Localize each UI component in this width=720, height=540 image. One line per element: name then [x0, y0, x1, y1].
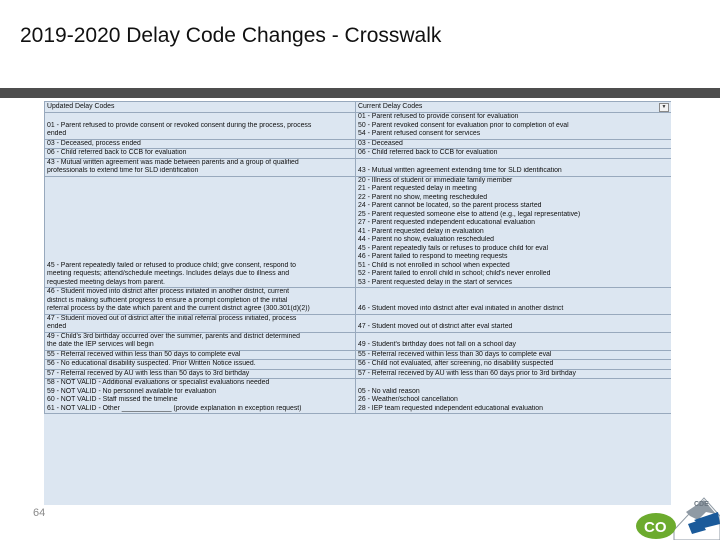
code-line: 43 - Mutual written agreement extending time for SLD identification — [358, 167, 562, 174]
updated-code-cell — [45, 314, 356, 332]
code-line: 54 - Parent refused consent for services — [358, 130, 481, 137]
code-line: 47 - Student moved out of district after the initial referral process initiated, process — [47, 314, 297, 322]
code-line: 53 - Parent requested delay in the start of services — [358, 278, 512, 286]
table-row — [45, 139, 672, 149]
code-line: ended — [47, 130, 67, 137]
code-line: 01 - Parent refused to provide consent or revoked consent during the process, process — [47, 121, 312, 129]
code-line: 55 - Referral received within less than 30 days to complete eval — [358, 350, 552, 358]
code-line: ended — [47, 323, 67, 330]
code-line: 61 - NOT VALID - Other _____________ (provide explanation in exception request) — [47, 404, 302, 412]
table-row — [45, 113, 672, 140]
updated-code-cell — [45, 288, 356, 315]
table-row — [45, 176, 672, 288]
code-line: requested meeting delays from parent. — [47, 278, 165, 286]
page-number: 64 — [33, 507, 46, 519]
code-line: 47 - Student moved out of district after eval started — [358, 323, 513, 330]
column-header-updated: Updated Delay Codes — [45, 102, 356, 113]
logo-cde-text: CDE — [694, 501, 709, 508]
cde-co-logo — [634, 490, 720, 540]
code-line: 06 - Child referred back to CCB for evaluation — [47, 149, 187, 156]
updated-code-cell — [45, 139, 356, 149]
current-code-cell — [356, 350, 672, 360]
filter-dropdown-icon[interactable]: ▼ — [659, 103, 669, 112]
code-line: 26 - Weather/school cancellation — [358, 396, 458, 403]
updated-code-cell — [45, 176, 356, 288]
code-line: 05 - No valid reason — [358, 387, 420, 395]
title-divider-bar — [0, 88, 720, 98]
current-code-cell — [356, 369, 672, 379]
code-line: 46 - Student moved into district after eval initiated in another district — [358, 305, 564, 312]
code-line: 50 - Parent revoked consent for evaluation prior to completion of eval — [358, 121, 569, 129]
code-line: 49 - Student's birthday does not fall on a school day — [358, 341, 516, 348]
code-line: 20 - Illness of student or immediate family member — [358, 176, 513, 184]
updated-code-cell — [45, 350, 356, 360]
table-header-row — [45, 102, 672, 113]
table-row — [45, 314, 672, 332]
code-line: 55 - Referral received within less than 50 days to complete eval — [47, 350, 241, 358]
code-line: 46 - Student moved into district after process initiated in another district, current — [47, 288, 290, 295]
column-header-current-label: Current Delay Codes — [358, 102, 423, 110]
column-header-current — [356, 102, 672, 113]
updated-code-cell — [45, 379, 356, 414]
current-code-cell — [356, 139, 672, 149]
code-line: 57 - Referral received by AU with less than 50 days to 3rd birthday — [47, 369, 250, 377]
code-line: district is making sufficient progress to ensure a prompt completion of the initial — [47, 296, 288, 304]
code-line: 01 - Parent refused to provide consent for evaluation — [358, 113, 519, 120]
code-line: meeting requests; attend/schedule meetings. Includes delays due to illness and — [47, 270, 290, 277]
current-code-cell — [356, 360, 672, 370]
updated-code-cell — [45, 369, 356, 379]
cde-logo-mark — [636, 498, 720, 540]
updated-code-cell — [45, 360, 356, 370]
current-code-cell — [356, 158, 672, 176]
table-row — [45, 149, 672, 159]
current-code-cell — [356, 113, 672, 140]
code-line: the date the IEP services will begin — [47, 341, 154, 348]
current-code-cell — [356, 176, 672, 288]
table-row — [45, 360, 672, 370]
table-body — [45, 113, 672, 414]
code-line: 59 - NOT VALID - No personnel available for evaluation — [47, 387, 217, 395]
code-line: 44 - Parent no show, evaluation rescheduled — [358, 236, 494, 243]
code-line: 03 - Deceased — [358, 139, 403, 147]
code-line: 58 - NOT VALID - Additional evaluations or specialist evaluations needed — [47, 379, 270, 386]
code-line: 28 - IEP team requested independent educational evaluation — [358, 404, 543, 412]
code-line: 56 - No educational disability suspected. Prior Written Notice issued. — [47, 360, 256, 367]
code-line: referral process by the date which parent and the current district agree (300.301(d)(2)) — [47, 305, 310, 312]
table-row — [45, 350, 672, 360]
code-line: 57 - Referral received by AU with less than 60 days prior to 3rd birthday — [358, 369, 576, 377]
current-code-cell — [356, 332, 672, 350]
code-line: professionals to extend time for SLD identification — [47, 167, 199, 174]
updated-code-cell — [45, 149, 356, 159]
updated-code-cell — [45, 158, 356, 176]
current-code-cell — [356, 288, 672, 315]
code-line: 49 - Child's 3rd birthday occurred over the summer, parents and district determined — [47, 332, 300, 340]
crosswalk-spreadsheet — [44, 101, 671, 505]
code-line: 51 - Child is not enrolled in school when expected — [358, 261, 510, 269]
code-line: 25 - Parent requested someone else to attend (e.g., legal representative) — [358, 210, 581, 218]
updated-code-cell — [45, 113, 356, 140]
code-line: 21 - Parent requested delay in meeting — [358, 185, 477, 192]
code-line: 45 - Parent repeatedly failed or refused to produce child; give consent, respond to — [47, 261, 296, 269]
code-line: 46 - Parent failed to respond to meeting requests — [358, 253, 508, 260]
crosswalk-table — [44, 101, 671, 414]
code-line: 56 - Child not evaluated, after screening, no disability suspected — [358, 360, 554, 367]
current-code-cell — [356, 149, 672, 159]
code-line: 41 - Parent requested delay in evaluation — [358, 227, 484, 235]
code-line: 43 - Mutual written agreement was made between parents and a group of qualified — [47, 158, 299, 166]
code-line: 45 - Parent repeatedly fails or refuses to produce child for eval — [358, 244, 548, 252]
code-line: 27 - Parent requested independent educational evaluation — [358, 219, 535, 226]
table-row — [45, 332, 672, 350]
table-row — [45, 379, 672, 414]
code-line: 60 - NOT VALID - Staff missed the timeline — [47, 396, 178, 403]
table-row — [45, 288, 672, 315]
logo-co-text: CO — [644, 519, 667, 536]
current-code-cell — [356, 314, 672, 332]
table-row — [45, 369, 672, 379]
code-line: 03 - Deceased, process ended — [47, 139, 141, 147]
current-code-cell — [356, 379, 672, 414]
code-line: 24 - Parent cannot be located, so the parent process started — [358, 202, 542, 209]
table-row — [45, 158, 672, 176]
code-line: 22 - Parent no show, meeting rescheduled — [358, 193, 488, 201]
code-line: 52 - Parent failed to enroll child in school; child's never enrolled — [358, 270, 551, 277]
updated-code-cell — [45, 332, 356, 350]
code-line: 06 - Child referred back to CCB for evaluation — [358, 149, 498, 156]
slide-title: 2019-2020 Delay Code Changes - Crosswalk — [20, 24, 442, 47]
